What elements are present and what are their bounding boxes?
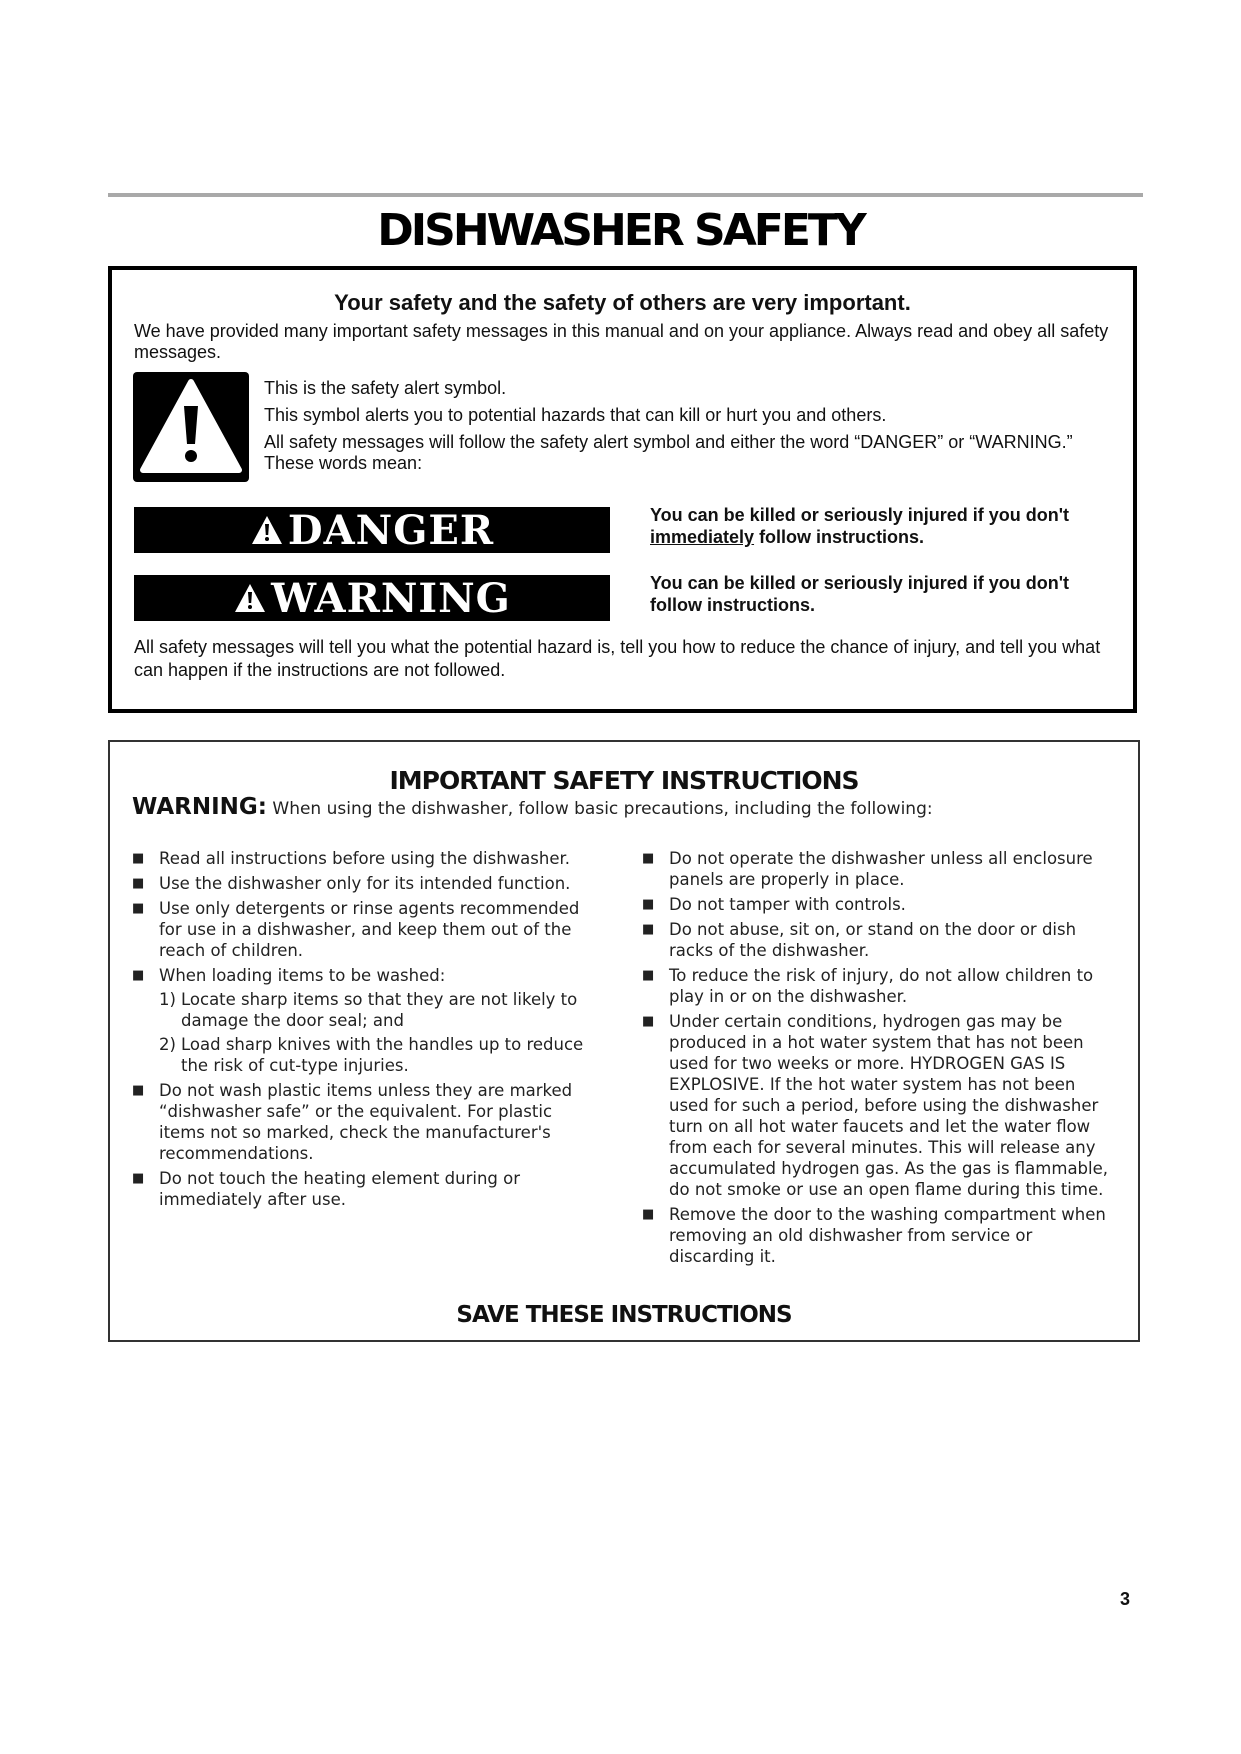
sub-item	[159, 989, 602, 1031]
alert-line: This is the safety alert symbol.	[264, 378, 507, 398]
list-item-loading	[132, 965, 602, 1076]
danger-desc-emphasis: immediately	[650, 527, 755, 547]
page-title: DISHWASHER SAFETY	[377, 205, 864, 256]
warning-alert-icon	[233, 582, 267, 614]
warning-signal-bar	[134, 575, 610, 621]
warning-description: You can be killed or seriously injured if you don't follow instructions.	[650, 573, 1070, 615]
list-item: ■ Do not wash plastic items unless they are marked “dishwasher safe” or the equivalent. For plastic items not so marked, check the manufacturer's recommendations.	[132, 1080, 602, 1164]
instructions-title: IMPORTANT SAFETY INSTRUCTIONS	[389, 766, 859, 795]
list-item: ■ Do not abuse, sit on, or stand on the door or dish racks of the dishwasher.	[642, 919, 1112, 961]
danger-alert-icon	[250, 514, 284, 546]
danger-desc-suffix: follow instructions.	[759, 527, 925, 547]
list-item: ■ Use the dishwasher only for its intended function.	[132, 873, 602, 894]
loading-sublist	[159, 989, 602, 1076]
alert-line: This symbol alerts you to potential hazards that can kill or hurt you and others.	[264, 405, 887, 425]
list-item: ■ Do not touch the heating element during or immediately after use.	[132, 1168, 602, 1210]
danger-desc-prefix: You can be killed or seriously injured if you don't	[650, 505, 1070, 525]
top-rule	[108, 193, 1143, 197]
safety-footer-text: All safety messages will tell you what the potential hazard is, tell you how to reduce the chance of injury, and tell you what can happen if the instructions are not followed.	[134, 637, 1101, 680]
intro-text: We have provided many important safety messages in this manual and on your appliance. Always read and obey all safety messages.	[134, 321, 1109, 362]
instructions-warning	[132, 794, 933, 820]
sub-number: 1)	[159, 990, 176, 1009]
instructions-right-column	[642, 848, 1112, 1271]
alert-line: All safety messages will follow the safety alert symbol and either the word “DANGER” or “WARNING.” These words mean:	[264, 432, 1073, 473]
safety-alert-icon	[133, 372, 249, 482]
instructions-left-column	[132, 848, 602, 1214]
danger-description	[650, 504, 1120, 548]
sub-number: 2)	[159, 1035, 176, 1054]
alert-explanation	[264, 378, 1114, 480]
list-item: ■ To reduce the risk of injury, do not allow children to play in or on the dishwasher.	[642, 965, 1112, 1007]
sub-item	[159, 1034, 602, 1076]
page-number: 3	[1120, 1589, 1131, 1609]
loading-text: When loading items to be washed:	[159, 966, 446, 985]
list-item: ■ Under certain conditions, hydrogen gas may be produced in a hot water system that has not been used for two weeks or more. HYDROGEN GAS IS EXPLOSIVE. If the hot water system has not been used for such a period, before using the dishwasher turn on all hot water faucets and let the water flow from each for several minutes. This will release any accumulated hydrogen gas. As the gas is flammable, do not smoke or use an open flame during this time.	[642, 1011, 1112, 1200]
danger-signal-bar	[134, 507, 610, 553]
sub-text: Locate sharp items so that they are not likely to damage the door seal; and	[181, 990, 578, 1030]
list-item: ■ Do not operate the dishwasher unless all enclosure panels are properly in place.	[642, 848, 1112, 890]
warning-text: When using the dishwasher, follow basic precautions, including the following:	[272, 799, 933, 819]
list-item: ■ Remove the door to the washing compartment when removing an old dishwasher from service or discarding it.	[642, 1204, 1112, 1267]
list-item: ■ Do not tamper with controls.	[642, 894, 1112, 915]
sub-text: Load sharp knives with the handles up to reduce the risk of cut-type injuries.	[181, 1035, 584, 1075]
important-instructions-box	[108, 740, 1140, 1342]
list-item: ■ Read all instructions before using the dishwasher.	[132, 848, 602, 869]
list-item: ■ Use only detergents or rinse agents recommended for use in a dishwasher, and keep them out of the reach of children.	[132, 898, 602, 961]
safety-box	[108, 266, 1137, 713]
danger-label: DANGER	[287, 506, 495, 554]
warning-label: WARNING	[271, 574, 511, 622]
save-instructions-title: SAVE THESE INSTRUCTIONS	[456, 1302, 792, 1328]
safety-heading: Your safety and the safety of others are very important.	[334, 290, 911, 315]
warning-word: WARNING:	[132, 794, 267, 820]
